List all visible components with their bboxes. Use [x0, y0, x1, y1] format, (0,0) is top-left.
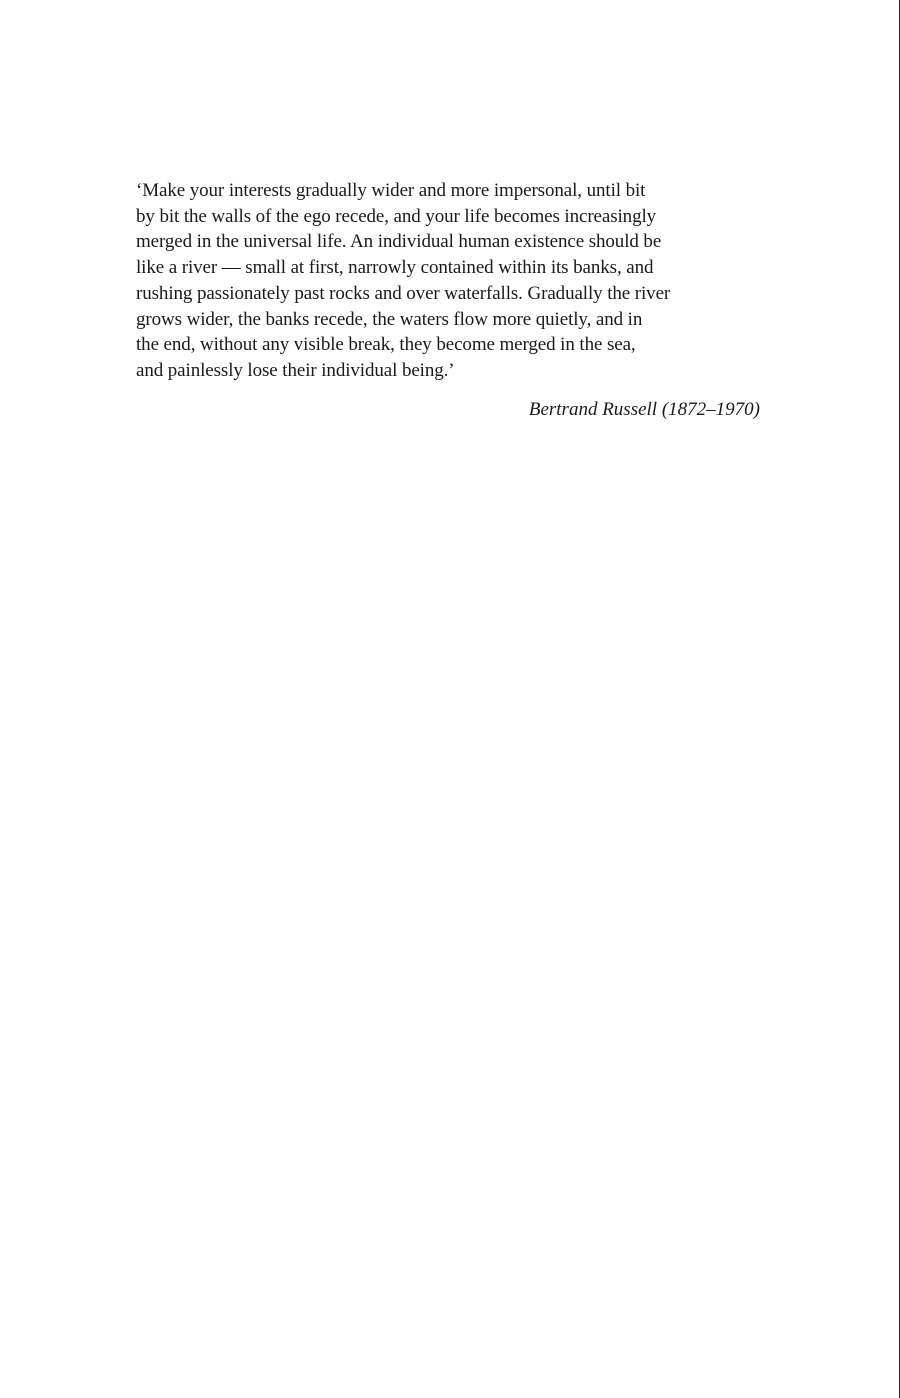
epigraph: [136, 178, 772, 423]
epigraph-quote: [136, 178, 772, 384]
quote-line: the end, without any visible break, they become merged in the sea,: [136, 334, 636, 356]
quote-line: merged in the universal life. An individual human existence should be: [136, 231, 662, 253]
quote-line: like a river — small at first, narrowly contained within its banks, and: [136, 257, 654, 279]
quote-line: and painlessly lose their individual being.’: [136, 359, 455, 381]
quote-line: rushing passionately past rocks and over waterfalls. Gradually the river: [136, 282, 671, 304]
quote-line: ‘Make your interests gradually wider and more impersonal, until bit: [136, 180, 646, 201]
quote-line: by bit the walls of the ego recede, and your life becomes increasingly: [136, 205, 657, 227]
epigraph-attribution: Bertrand Russell (1872–1970): [528, 398, 760, 420]
quote-line: grows wider, the banks recede, the waters flow more quietly, and in: [136, 308, 643, 330]
